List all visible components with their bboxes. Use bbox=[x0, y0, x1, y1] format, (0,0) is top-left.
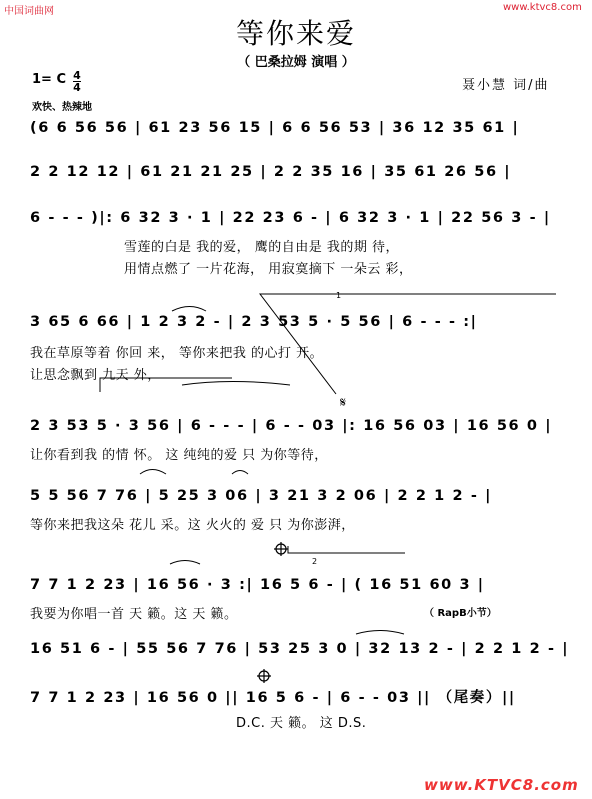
song-title: 等你来爱 bbox=[235, 17, 356, 50]
key-signature: 1= C bbox=[32, 72, 67, 87]
coda-sign-cross bbox=[257, 669, 271, 683]
site-logo: www.KTVC8.com bbox=[424, 776, 579, 794]
lyric-row-4a: 我在草原等着 你回 来， 等你来把我 的心打 开。 bbox=[30, 346, 324, 361]
lyric-row-9: D.C. 天 籁。 这 D.S. bbox=[236, 716, 367, 731]
segno-sign: 𝄋 bbox=[340, 395, 347, 411]
tie-arc bbox=[172, 307, 206, 312]
slur-arc bbox=[170, 561, 200, 565]
lyric-row-5: 让你看到我 的情 怀。 这 纯纯的爱 只 为你等待， bbox=[30, 448, 328, 463]
tie-arc bbox=[356, 631, 404, 635]
rap-note: （ RapB小节） bbox=[424, 608, 497, 619]
lyric-row-3a: 雪莲的白是 我的爱， 鹰的自由是 我的期 待， bbox=[124, 240, 400, 255]
tempo-marking: 欢快、热辣地 bbox=[32, 102, 92, 113]
volta-bracket bbox=[288, 546, 405, 553]
score-row-4: 3 65 6 66 | 1 2 3 2 - | 2 3 53 5 · 5 56 | 6 - - - :| bbox=[30, 314, 478, 330]
volta-1-label: 1 bbox=[336, 291, 342, 300]
score-row-9: 7 7 1 2 23 | 16 56 0 || 16 5 6 - | 6 - - 03 || （尾奏）|| bbox=[30, 690, 516, 706]
watermark-right: www.ktvc8.com bbox=[503, 2, 582, 13]
score-row-5: 2 3 53 5 · 3 56 | 6 - - - | 6 - - 03 |: 16 56 03 | 16 56 0 | bbox=[30, 418, 553, 434]
meter-denominator: 4 bbox=[73, 81, 81, 94]
lyric-row-4b: 让思念飘到 九天 外， bbox=[30, 368, 161, 383]
composer-credit: 聂小慧 词/曲 bbox=[462, 78, 550, 93]
coda-sign-cross bbox=[274, 542, 288, 556]
lyric-row-7: 我要为你唱一首 天 籁。这 天 籁。 bbox=[30, 607, 238, 622]
watermark-left: 中国词曲网 bbox=[4, 6, 54, 17]
volta-2-label: 2 bbox=[312, 557, 318, 566]
score-row-8: 16 51 6 - | 55 56 7 76 | 53 25 3 0 | 32 13 2 - | 2 2 1 2 - | bbox=[30, 641, 570, 657]
tie-arc-long bbox=[182, 382, 290, 386]
slur-arc bbox=[140, 470, 166, 475]
score-row-7: 7 7 1 2 23 | 16 56 · 3 :| 16 5 6 - | ( 16 51 60 3 | bbox=[30, 577, 485, 593]
score-row-3: 6 - - - )|: 6 32 3 · 1 | 22 23 6 - | 6 32 3 · 1 | 22 56 3 - | bbox=[30, 210, 551, 226]
score-row-1: (6 6 56 56 | 61 23 56 15 | 6 6 56 53 | 36 12 35 61 | bbox=[30, 120, 520, 136]
lyric-row-3b: 用情点燃了 一片花海， 用寂寞摘下 一朵云 彩， bbox=[124, 262, 413, 277]
score-row-2: 2 2 12 12 | 61 21 21 25 | 2 2 35 16 | 35 61 26 56 | bbox=[30, 164, 512, 180]
lyric-row-6: 等你来把我这朵 花儿 采。这 火火的 爱 只 为你澎湃， bbox=[30, 518, 355, 533]
meter-numerator: 4 bbox=[73, 69, 81, 82]
score-row-6: 5 5 56 7 76 | 5 25 3 06 | 3 21 3 2 06 | 2 2 1 2 - | bbox=[30, 488, 492, 504]
slur-arc bbox=[232, 471, 248, 475]
singer-credit: （ 巴桑拉姆 演唱 ） bbox=[237, 55, 355, 70]
